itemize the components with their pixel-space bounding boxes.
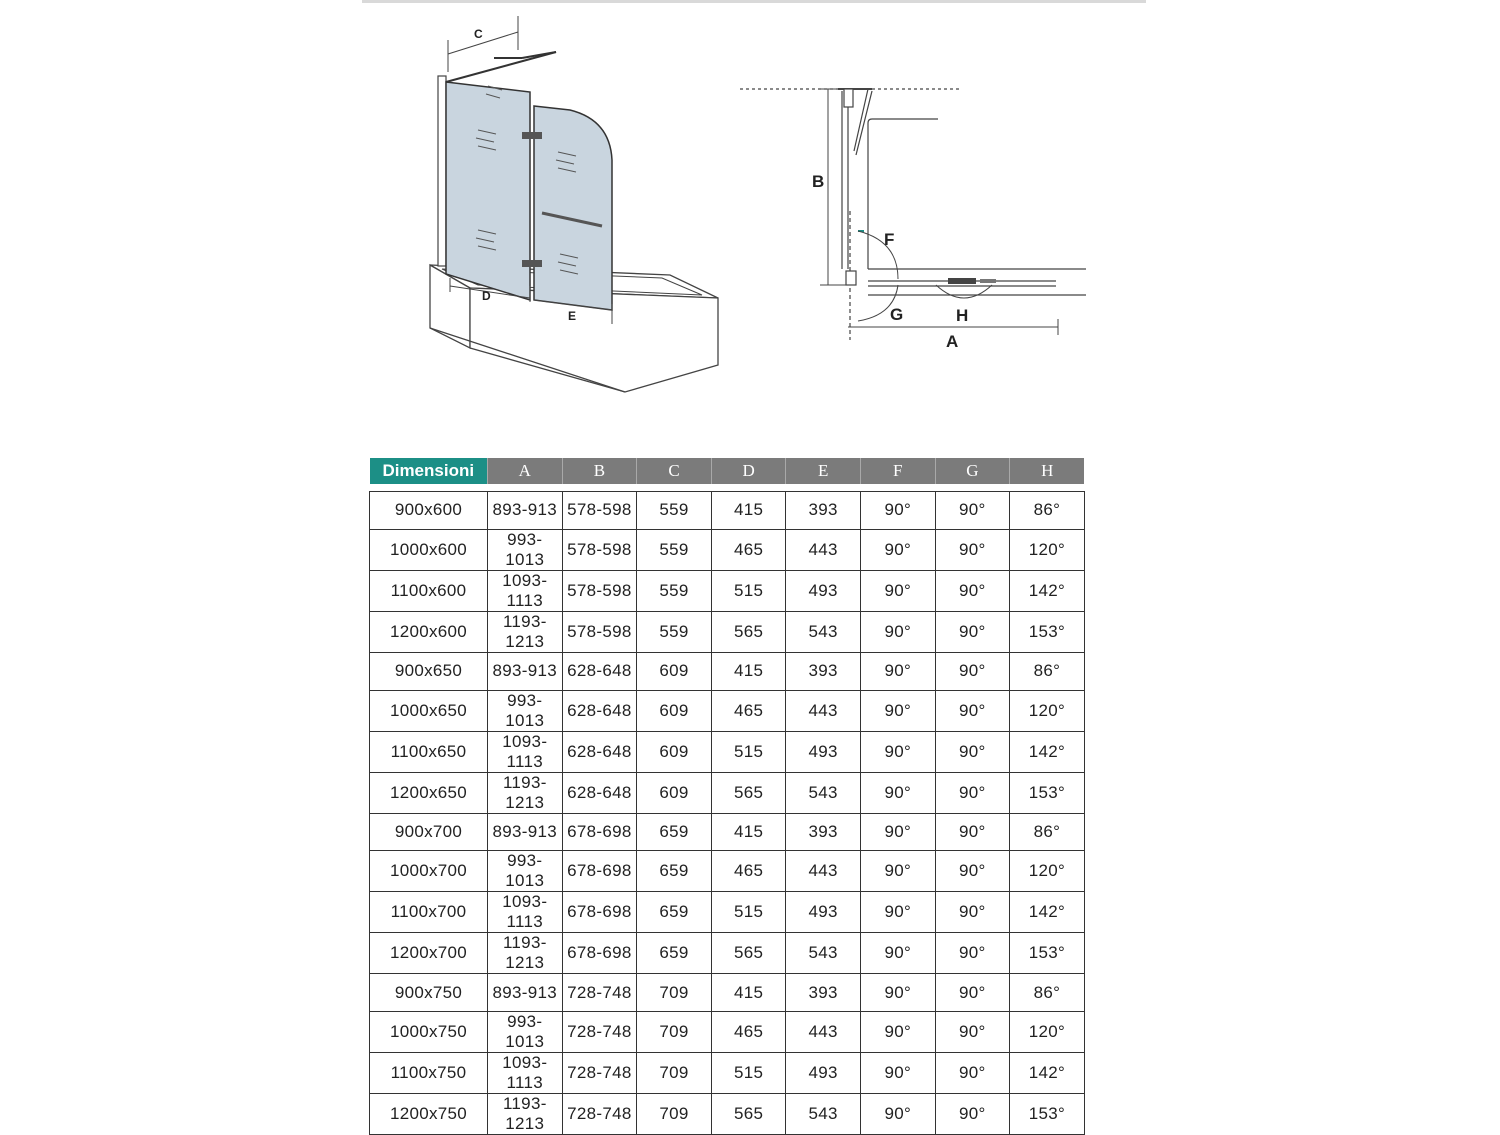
label-a: A xyxy=(946,332,959,351)
table-cell: 678-698 xyxy=(562,813,637,851)
dimension-lines-plan xyxy=(820,89,1058,335)
table-cell: 993-1013 xyxy=(488,690,563,731)
table-cell: 90° xyxy=(860,492,935,530)
label-c: C xyxy=(474,27,483,41)
header-col-a: A xyxy=(488,458,563,484)
table-cell: 86° xyxy=(1010,492,1085,530)
table-row xyxy=(370,1053,1085,1094)
table-cell: 493 xyxy=(786,892,861,933)
table-cell: 1100x600 xyxy=(370,570,488,611)
header-gap-cell xyxy=(370,484,1085,492)
table-cell: 393 xyxy=(786,974,861,1012)
table-cell: 628-648 xyxy=(562,652,637,690)
table-cell: 659 xyxy=(637,933,712,974)
table-cell: 659 xyxy=(637,892,712,933)
table-cell: 86° xyxy=(1010,813,1085,851)
table-cell: 90° xyxy=(935,1012,1010,1053)
table-cell: 728-748 xyxy=(562,1012,637,1053)
table-cell: 559 xyxy=(637,492,712,530)
table-cell: 90° xyxy=(935,851,1010,892)
table-cell: 1093-1113 xyxy=(488,731,563,772)
table-cell: 893-913 xyxy=(488,813,563,851)
table-cell: 578-598 xyxy=(562,492,637,530)
header-dimensioni: Dimensioni xyxy=(370,458,488,484)
table-cell: 728-748 xyxy=(562,1053,637,1094)
table-cell: 900x650 xyxy=(370,652,488,690)
table-cell: 543 xyxy=(786,1094,861,1135)
table-cell: 659 xyxy=(637,813,712,851)
table-cell: 443 xyxy=(786,690,861,731)
table-cell: 578-598 xyxy=(562,570,637,611)
table-cell: 609 xyxy=(637,652,712,690)
table-cell: 443 xyxy=(786,529,861,570)
table-cell: 578-598 xyxy=(562,611,637,652)
table-cell: 90° xyxy=(860,851,935,892)
table-cell: 86° xyxy=(1010,652,1085,690)
table-cell: 90° xyxy=(860,529,935,570)
table-cell: 493 xyxy=(786,731,861,772)
table-cell: 515 xyxy=(711,1053,786,1094)
table-cell: 709 xyxy=(637,1012,712,1053)
table-cell: 1100x700 xyxy=(370,892,488,933)
table-cell: 1200x600 xyxy=(370,611,488,652)
table-cell: 86° xyxy=(1010,974,1085,1012)
label-g: G xyxy=(890,305,904,324)
label-h: H xyxy=(956,306,969,325)
table-cell: 415 xyxy=(711,974,786,1012)
table-cell: 559 xyxy=(637,570,712,611)
table-cell: 728-748 xyxy=(562,974,637,1012)
table-cell: 1200x700 xyxy=(370,933,488,974)
table-cell: 465 xyxy=(711,690,786,731)
table-cell: 628-648 xyxy=(562,772,637,813)
table-cell: 90° xyxy=(935,731,1010,772)
table-row xyxy=(370,1094,1085,1135)
table-cell: 1000x700 xyxy=(370,851,488,892)
label-e: E xyxy=(568,309,577,323)
dimensions-table xyxy=(369,458,1085,1135)
table-cell: 543 xyxy=(786,933,861,974)
table-cell: 90° xyxy=(860,690,935,731)
wall-profile xyxy=(438,76,446,266)
table-cell: 90° xyxy=(860,611,935,652)
table-cell: 565 xyxy=(711,611,786,652)
table-cell: 515 xyxy=(711,892,786,933)
table-cell: 993-1013 xyxy=(488,1012,563,1053)
table-cell: 543 xyxy=(786,611,861,652)
table-cell: 120° xyxy=(1010,1012,1085,1053)
table-cell: 90° xyxy=(935,892,1010,933)
table-header-row xyxy=(370,458,1085,484)
table-cell: 90° xyxy=(935,1053,1010,1094)
table-cell: 90° xyxy=(860,1094,935,1135)
table-cell: 709 xyxy=(637,1053,712,1094)
table-cell: 559 xyxy=(637,529,712,570)
label-b: B xyxy=(812,172,825,191)
table-cell: 142° xyxy=(1010,892,1085,933)
table-cell: 893-913 xyxy=(488,652,563,690)
stabiliser-bar xyxy=(446,52,556,82)
table-cell: 1093-1113 xyxy=(488,892,563,933)
table-cell: 1193-1213 xyxy=(488,1094,563,1135)
table-cell: 90° xyxy=(935,813,1010,851)
table-cell: 659 xyxy=(637,851,712,892)
table-cell: 1093-1113 xyxy=(488,1053,563,1094)
door-hardware xyxy=(858,231,996,284)
table-cell: 1100x650 xyxy=(370,731,488,772)
table-cell: 90° xyxy=(860,1012,935,1053)
table-row xyxy=(370,731,1085,772)
table-cell: 515 xyxy=(711,731,786,772)
table-cell: 1000x650 xyxy=(370,690,488,731)
table-row xyxy=(370,933,1085,974)
table-row xyxy=(370,690,1085,731)
glass-panel-left xyxy=(446,82,530,300)
table-row xyxy=(370,813,1085,851)
table-cell: 609 xyxy=(637,772,712,813)
table-cell: 900x700 xyxy=(370,813,488,851)
table-cell: 993-1013 xyxy=(488,851,563,892)
bath-screen-plan-drawing xyxy=(730,75,1100,355)
table-cell: 709 xyxy=(637,974,712,1012)
table-cell: 90° xyxy=(935,974,1010,1012)
table-cell: 893-913 xyxy=(488,974,563,1012)
table-row xyxy=(370,1012,1085,1053)
table-cell: 90° xyxy=(860,731,935,772)
table-cell: 90° xyxy=(935,933,1010,974)
label-f: F xyxy=(884,230,895,249)
table-cell: 120° xyxy=(1010,529,1085,570)
table-cell: 90° xyxy=(935,570,1010,611)
table-cell: 1093-1113 xyxy=(488,570,563,611)
header-col-c: C xyxy=(637,458,712,484)
header-col-d: D xyxy=(711,458,786,484)
table-cell: 1000x750 xyxy=(370,1012,488,1053)
table-cell: 709 xyxy=(637,1094,712,1135)
table-cell: 493 xyxy=(786,570,861,611)
table-cell: 415 xyxy=(711,492,786,530)
table-cell: 628-648 xyxy=(562,690,637,731)
table-cell: 393 xyxy=(786,492,861,530)
table-cell: 465 xyxy=(711,851,786,892)
table-cell: 628-648 xyxy=(562,731,637,772)
table-body xyxy=(370,484,1085,1135)
table-cell: 565 xyxy=(711,772,786,813)
table-cell: 1100x750 xyxy=(370,1053,488,1094)
label-d: D xyxy=(482,289,491,303)
table-row xyxy=(370,772,1085,813)
table-row xyxy=(370,611,1085,652)
header-gap xyxy=(370,484,1085,492)
table-cell: 120° xyxy=(1010,690,1085,731)
table-cell: 153° xyxy=(1010,933,1085,974)
table-cell: 90° xyxy=(935,652,1010,690)
header-col-e: E xyxy=(786,458,861,484)
table-cell: 578-598 xyxy=(562,529,637,570)
table-cell: 142° xyxy=(1010,1053,1085,1094)
table-cell: 90° xyxy=(935,1094,1010,1135)
table-cell: 415 xyxy=(711,813,786,851)
table-cell: 900x600 xyxy=(370,492,488,530)
header-col-f: F xyxy=(860,458,935,484)
table-cell: 543 xyxy=(786,772,861,813)
table-row xyxy=(370,570,1085,611)
table-cell: 90° xyxy=(860,933,935,974)
glass-panel-right xyxy=(534,106,612,310)
header-col-b: B xyxy=(562,458,637,484)
table-cell: 153° xyxy=(1010,772,1085,813)
table-row xyxy=(370,892,1085,933)
table-cell: 1200x750 xyxy=(370,1094,488,1135)
table-cell: 900x750 xyxy=(370,974,488,1012)
table-cell: 728-748 xyxy=(562,1094,637,1135)
header-col-g: G xyxy=(935,458,1010,484)
table-cell: 493 xyxy=(786,1053,861,1094)
table-cell: 893-913 xyxy=(488,492,563,530)
table-cell: 142° xyxy=(1010,731,1085,772)
table-cell: 1000x600 xyxy=(370,529,488,570)
table-cell: 120° xyxy=(1010,851,1085,892)
table-cell: 1193-1213 xyxy=(488,772,563,813)
table-cell: 90° xyxy=(860,813,935,851)
table-row xyxy=(370,529,1085,570)
table-cell: 90° xyxy=(860,1053,935,1094)
table-cell: 415 xyxy=(711,652,786,690)
table-cell: 993-1013 xyxy=(488,529,563,570)
table-cell: 678-698 xyxy=(562,851,637,892)
table-cell: 465 xyxy=(711,1012,786,1053)
table-cell: 90° xyxy=(935,529,1010,570)
table-cell: 609 xyxy=(637,731,712,772)
table-cell: 90° xyxy=(935,772,1010,813)
table-cell: 90° xyxy=(935,611,1010,652)
table-cell: 90° xyxy=(860,570,935,611)
table-cell: 153° xyxy=(1010,1094,1085,1135)
table-cell: 393 xyxy=(786,813,861,851)
table-cell: 90° xyxy=(860,652,935,690)
table-cell: 393 xyxy=(786,652,861,690)
table-cell: 678-698 xyxy=(562,892,637,933)
wall-outline xyxy=(740,89,1086,340)
table-cell: 559 xyxy=(637,611,712,652)
table-row xyxy=(370,851,1085,892)
bath-screen-isometric-drawing xyxy=(380,10,740,400)
table-cell: 1193-1213 xyxy=(488,933,563,974)
table-cell: 678-698 xyxy=(562,933,637,974)
table-row xyxy=(370,652,1085,690)
table-cell: 1193-1213 xyxy=(488,611,563,652)
table-cell: 90° xyxy=(860,974,935,1012)
table-cell: 515 xyxy=(711,570,786,611)
table-cell: 609 xyxy=(637,690,712,731)
table-cell: 153° xyxy=(1010,611,1085,652)
header-col-h: H xyxy=(1010,458,1085,484)
table-cell: 443 xyxy=(786,851,861,892)
table-cell: 465 xyxy=(711,529,786,570)
top-divider xyxy=(362,0,1146,3)
table-cell: 1200x650 xyxy=(370,772,488,813)
table-cell: 90° xyxy=(860,772,935,813)
table-cell: 443 xyxy=(786,1012,861,1053)
table-cell: 565 xyxy=(711,1094,786,1135)
table-cell: 142° xyxy=(1010,570,1085,611)
table-row xyxy=(370,492,1085,530)
table-cell: 90° xyxy=(860,892,935,933)
table-row xyxy=(370,974,1085,1012)
table-cell: 90° xyxy=(935,492,1010,530)
table-cell: 565 xyxy=(711,933,786,974)
table-cell: 90° xyxy=(935,690,1010,731)
